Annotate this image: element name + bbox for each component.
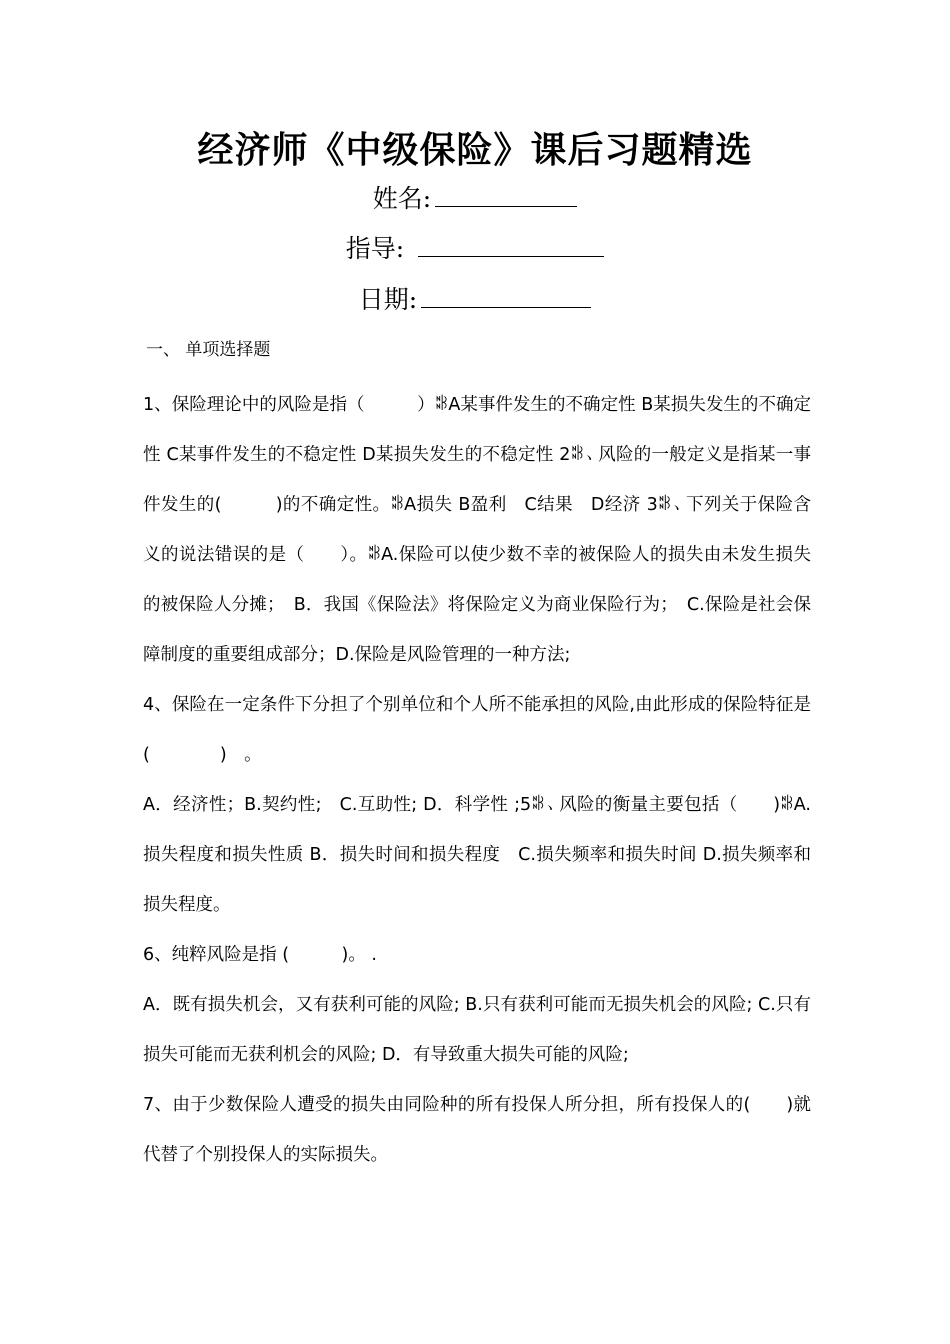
document-title: 经济师《中级保险》课后习题精选 xyxy=(197,129,753,171)
name-blank-line xyxy=(435,182,577,207)
advisor-label: 指导: xyxy=(345,234,405,263)
question-paragraph: 6、纯粹风险是指 ( )。 . xyxy=(143,945,377,965)
name-label: 姓名: xyxy=(372,184,432,213)
advisor-field xyxy=(0,232,950,266)
question-paragraph: 7、由于少数保险人遭受的损失由同险种的所有投保人所分担，所有投保人的( )就代替了个别投保人的实际损失。 xyxy=(143,1095,811,1165)
date-field xyxy=(0,283,950,317)
date-label: 日期: xyxy=(358,285,418,314)
question-paragraph: A．经济性；B.契约性; C.互助性; D．科学性 ;5ꄀ、风险的衡量主要包括（ )ꄀA.损失程度和损失性质 B．损失时间和损失程度 C.损失频率和损失时间 D.损失频率和损失程度。 xyxy=(143,795,811,915)
section-heading: 一、 单项选择题 xyxy=(146,340,271,360)
date-blank-line xyxy=(421,283,591,308)
question-paragraph: A．既有损失机会，又有获利可能的风险; B.只有获利可能而无损失机会的风险; C.只有损失可能而无获利机会的风险; D．有导致重大损失可能的风险; xyxy=(143,995,811,1065)
name-field xyxy=(0,182,950,216)
question-paragraph: 1、保险理论中的风险是指（ ）ꄀA某事件发生的不确定性 B某损失发生的不确定性 C某事件发生的不稳定性 D某损失发生的不稳定性 2ꄀ、风险的一般定义是指某一事件发生的( )的不确定性。ꄀA损失 B盈利 C结果 D经济 3ꄀ、下列关于保险含义的说法错误的是（ ）。ꄀA.保险可以使少数不幸的被保险人的损失由未发生损失的被保险人分摊； B．我国《保险法》将保险定义为商业保险行为； C.保险是社会保障制度的重要组成部分；D.保险是风险管理的一种方法; xyxy=(143,395,811,665)
question-paragraph: 4、保险在一定条件下分担了个别单位和个人所不能承担的风险,由此形成的保险特征是 ( ) 。 xyxy=(143,695,829,765)
advisor-blank-line xyxy=(418,232,604,257)
question-body xyxy=(143,380,829,1180)
